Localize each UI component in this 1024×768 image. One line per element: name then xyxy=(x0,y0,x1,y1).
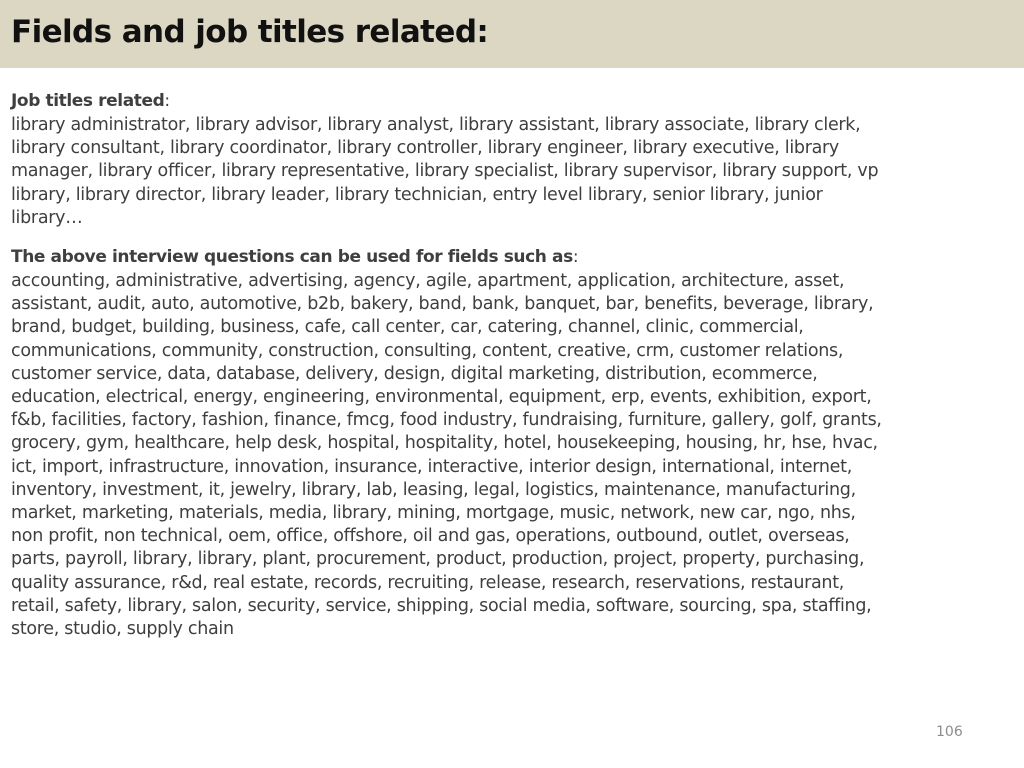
title-bar xyxy=(0,0,1024,68)
fields-line: quality assurance, r&d, real estate, records, recruiting, release, research, reservations, restaurant, xyxy=(11,572,845,593)
fields-line: ict, import, infrastructure, innovation, insurance, interactive, interior design, international, internet, xyxy=(11,456,852,477)
fields-heading-text: The above interview questions can be used for fields such as xyxy=(11,247,573,268)
fields-line: non profit, non technical, oem, office, offshore, oil and gas, operations, outbound, outlet, overseas, xyxy=(11,526,850,547)
fields-line: communications, community, construction, consulting, content, creative, crm, customer relations, xyxy=(11,340,844,361)
fields-line: retail, safety, library, salon, security, service, shipping, social media, software, sourcing, spa, staffing, xyxy=(11,595,872,616)
job-titles-heading-text: Job titles related xyxy=(11,91,165,111)
fields-heading xyxy=(11,244,1013,270)
fields-line: assistant, audit, auto, automotive, b2b, bakery, band, bank, banquet, bar, benefits, beverage, library, xyxy=(11,294,874,315)
fields-line: customer service, data, database, delivery, design, digital marketing, distribution, ecommerce, xyxy=(11,363,818,384)
slide-title: Fields and job titles related: xyxy=(11,14,489,50)
job-titles-heading xyxy=(11,88,1013,114)
fields-line: accounting, administrative, advertising, agency, agile, apartment, application, architecture, asset, xyxy=(11,271,845,292)
fields-line: grocery, gym, healthcare, help desk, hospital, hospitality, hotel, housekeeping, housing, hr, hse, hvac, xyxy=(11,433,878,454)
fields-line: f&b, facilities, factory, fashion, finance, fmcg, food industry, fundraising, furniture, gallery, golf, grants, xyxy=(11,410,882,431)
fields-section xyxy=(11,244,1013,641)
job-titles-line: library… xyxy=(11,207,83,228)
job-titles-line: library consultant, library coordinator, library controller, library engineer, library executive, library xyxy=(11,138,839,159)
fields-heading-colon: : xyxy=(572,247,579,268)
fields-line: inventory, investment, it, jewelry, library, lab, leasing, legal, logistics, maintenance, manufacturing, xyxy=(11,479,856,500)
fields-line: store, studio, supply chain xyxy=(11,619,234,640)
job-titles-line: library, library director, library leader, library technician, entry level library, senior library, junior xyxy=(11,184,823,205)
job-titles-line: manager, library officer, library representative, library specialist, library supervisor, library support, vp xyxy=(11,161,879,182)
fields-line: market, marketing, materials, media, library, mining, mortgage, music, network, new car, ngo, nhs, xyxy=(11,503,856,524)
job-titles-line: library administrator, library advisor, library analyst, library assistant, library associate, library clerk, xyxy=(11,115,861,135)
job-titles-list xyxy=(11,114,1013,230)
job-titles-heading-colon: : xyxy=(164,91,170,111)
fields-list xyxy=(11,270,1013,641)
slide-content xyxy=(11,88,1013,641)
fields-line: brand, budget, building, business, cafe, call center, car, catering, channel, clinic, commercial, xyxy=(11,317,804,338)
job-titles-section xyxy=(11,88,1013,230)
page-number: 106 xyxy=(936,724,963,740)
fields-line: education, electrical, energy, engineering, environmental, equipment, erp, events, exhibition, export, xyxy=(11,387,872,408)
fields-line: parts, payroll, library, library, plant, procurement, product, production, project, property, purchasing, xyxy=(11,549,865,570)
